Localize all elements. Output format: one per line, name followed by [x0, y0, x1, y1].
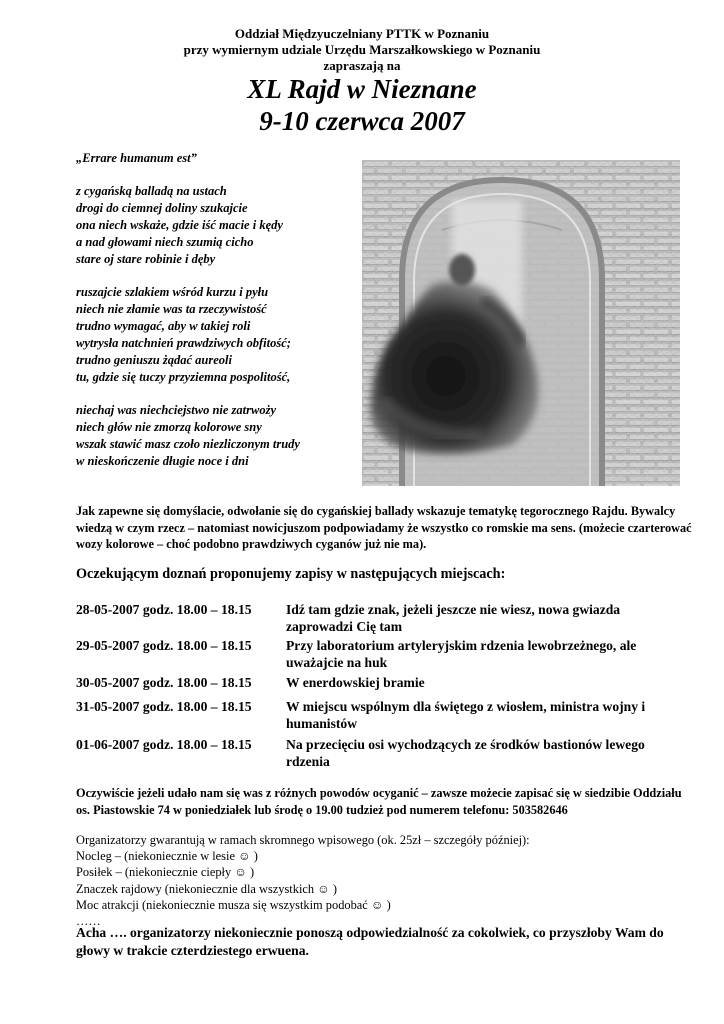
organizer-line: Oddział Międzyuczelniany PTTK w Poznaniu: [234, 26, 490, 41]
schedule-place: W miejscu wspólnym dla świętego z wiosłem, ministra wojny i humanistów: [286, 699, 646, 731]
poem-line: niech głów nie zmorzą kolorowe sny: [76, 420, 262, 434]
dancer-photo: [362, 160, 680, 486]
schedule-place: W enerdowskiej bramie: [286, 675, 425, 690]
event-title: XL Rajd w Nieznane: [247, 74, 477, 104]
sponsor-line: przy wymiernym udziale Urzędu Marszałkowskiego w Poznaniu: [183, 42, 541, 57]
poem-line: trudno geniuszu żądać aureoli: [76, 353, 232, 367]
schedule-date: 31-05-2007 godz. 18.00 – 18.15: [76, 699, 252, 714]
poem: [76, 150, 356, 486]
schedule-date: 01-06-2007 godz. 18.00 – 18.15: [76, 737, 252, 752]
organizers-line: Organizatorzy gwarantują w ramach skromnego wpisowego (ok. 25zł – szczegóły później):: [76, 833, 530, 847]
poem-line: z cygańską balladą na ustach: [76, 184, 227, 198]
schedule-heading: Oczekującym doznań proponujemy zapisy w następujących miejscach:: [76, 566, 506, 582]
poem-stanza-3: [76, 402, 356, 470]
organizers-line: ……: [76, 914, 101, 929]
organizers-line: Znaczek rajdowy (niekoniecznie dla wszystkich ☺ ): [76, 881, 338, 896]
poem-line: w nieskończenie długie noce i dni: [76, 454, 249, 468]
poem-stanza-2: [76, 284, 356, 386]
invite-line: zapraszają na: [323, 58, 401, 73]
poem-line: tu, gdzie się tuczy przyziemna pospolitość,: [76, 370, 291, 384]
poem-line: ona niech wskaże, gdzie iść macie i kędy: [76, 218, 283, 232]
poem-line: wytrysła natchnień prawdziwych obfitość;: [76, 336, 291, 350]
schedule-place: Na przecięciu osi wychodzących ze środków bastionów lewego rdzenia: [286, 737, 645, 769]
schedule-place: Przy laboratorium artyleryjskim rdzenia lewobrzeżnego, ale uważajcie na huk: [286, 638, 637, 670]
final-note: Acha …. organizatorzy niekoniecznie ponoszą odpowiedzialność za cokolwiek, co przyszłoby Wam do głowy w trakcie czterdziestego erwuena.: [76, 925, 664, 958]
poem-line: stare oj stare robinie i dęby: [76, 252, 216, 266]
registration-note: Oczywiście jeżeli udało nam się was z różnych powodów ocyganić – zawsze możecie zapisać się w siedzibie Oddziału os. Piastowskie 74 w poniedziałek lub środę o 19.00 tudzież pod numerem telefonu: 503582646: [76, 786, 682, 817]
schedule-date: 29-05-2007 godz. 18.00 – 18.15: [76, 638, 252, 653]
organizers-line: Moc atrakcji (niekoniecznie musza się wszystkim podobać ☺ ): [76, 897, 391, 912]
poem-line: niechaj was niechciejstwo nie zatrwoży: [76, 403, 277, 417]
schedule-date: 28-05-2007 godz. 18.00 – 18.15: [76, 602, 252, 617]
organizers-line: Nocleg – (niekoniecznie w lesie ☺ ): [76, 849, 258, 864]
poem-stanza-1: [76, 183, 356, 268]
poem-line: drogi do ciemnej doliny szukajcie: [76, 201, 248, 215]
schedule-place: Idź tam gdzie znak, jeżeli jeszcze nie wiesz, nowa gwiazda zaprowadzi Cię tam: [286, 602, 621, 634]
poem-motto: [76, 150, 356, 167]
poem-line: a nad głowami niech szumią cicho: [76, 235, 254, 249]
poem-line: trudno wymagać, aby w takiej roli: [76, 319, 251, 333]
event-dates: 9-10 czerwca 2007: [259, 106, 465, 136]
organizers-line: Posiłek – (niekoniecznie ciepły ☺ ): [76, 865, 255, 880]
poem-line: wszak stawić masz czoło niezliczonym trudy: [76, 437, 300, 451]
poem-line: „Errare humanum est”: [76, 151, 197, 165]
intro-paragraph: Jak zapewne się domyślacie, odwołanie się do cygańskiej ballady wskazuje tematykę tegorocznego Rajdu. Bywalcy wiedzą w czym rzecz – natomiast nowicjuszom podpowiadamy że wszystko co romskie ma sens. (możecie czarterować wozy kolorowe – choć podobno prawdziwych cyganów już nie ma).: [76, 504, 692, 551]
poem-line: ruszajcie szlakiem wśród kurzu i pyłu: [76, 285, 269, 299]
schedule-date: 30-05-2007 godz. 18.00 – 18.15: [76, 675, 252, 690]
poem-line: niech nie złamie was ta rzeczywistość: [76, 302, 267, 316]
organizers-list: [76, 832, 696, 929]
